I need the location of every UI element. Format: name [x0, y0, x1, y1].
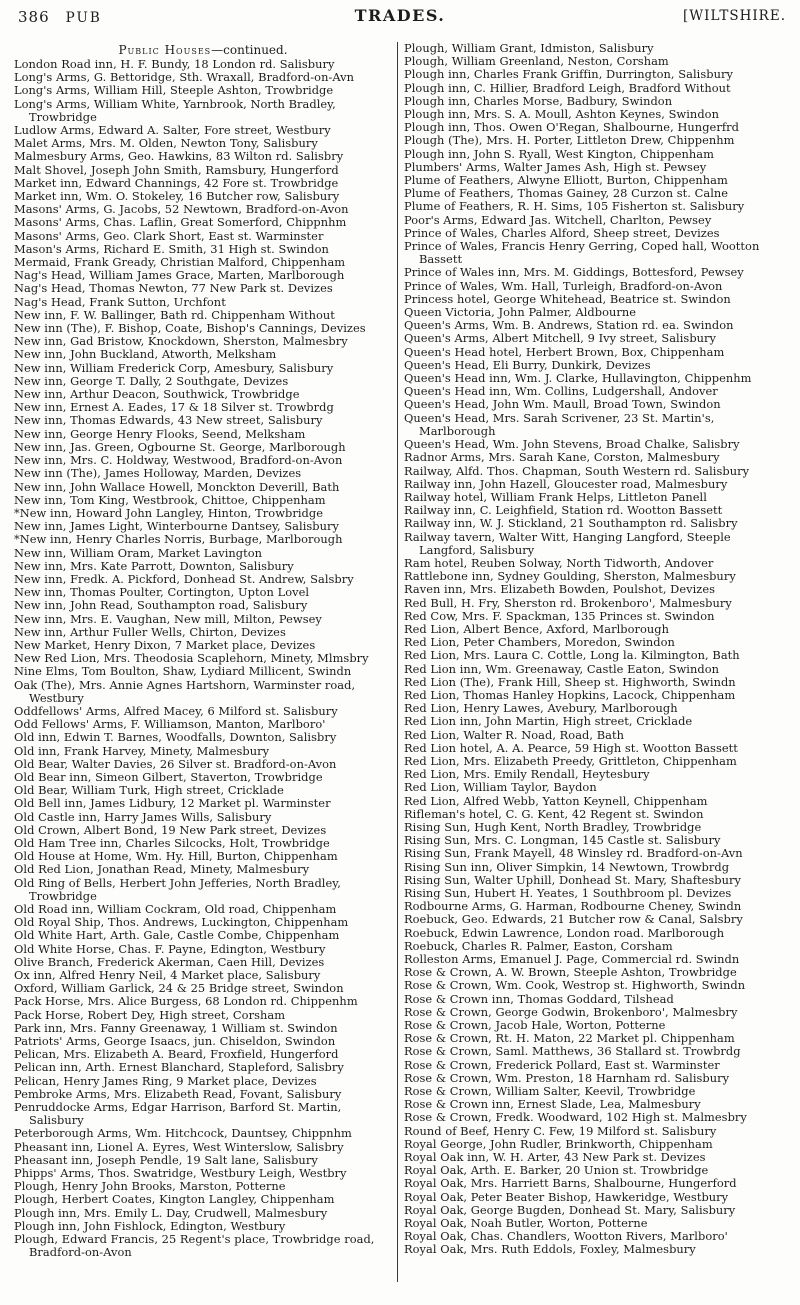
directory-entry: Old Red Lion, Jonathan Read, Minety, Malmesbury [14, 862, 310, 877]
directory-entry: Ludlow Arms, Edward A. Salter, Fore street, Westbury [14, 123, 331, 138]
left-entry-list [14, 58, 392, 1259]
directory-entry: Plough inn, John Fishlock, Edington, Westbury [14, 1218, 286, 1233]
directory-entry: Plumbers' Arms, Walter James Ash, High st. Pewsey [404, 159, 707, 174]
directory-entry: Malmesbury Arms, Geo. Hawkins, 83 Wilton rd. Salisbry [14, 149, 344, 164]
directory-entry: Old Bear, William Turk, High street, Cricklade [14, 783, 284, 798]
directory-entry: Royal Oak, Mrs. Harriett Barns, Shalbourne, Hungerford [404, 1176, 737, 1191]
directory-entry: Old Road inn, William Cockram, Old road, Chippenham [14, 902, 337, 916]
directory-entry: Prince of Wales, Charles Alford, Sheep street, Devizes [404, 225, 720, 240]
directory-entry: Red Lion, Mrs. Laura C. Cottle, Long la. Kilmington, Bath [404, 648, 740, 663]
directory-entry: Plough inn, Mrs. S. A. Moull, Ashton Keynes, Swindon [404, 107, 719, 122]
directory-entry: Masons' Arms, G. Jacobs, 52 Newtown, Bradford-on-Avon [14, 202, 349, 217]
directory-entry: New inn, Arthur Deacon, Southwick, Trowbridge [14, 387, 300, 402]
directory-entry: Old Ring of Bells, Herbert John Jefferies, North Bradley, Trowbridge [14, 875, 341, 903]
directory-entry: Red Lion, Albert Bence, Axford, Marlborough [404, 621, 670, 636]
directory-entry: New inn, Mrs. E. Vaughan, New mill, Milton, Pewsey [14, 611, 322, 626]
directory-entry: Rolleston Arms, Emanuel J. Page, Commercial rd. Swindn [404, 952, 740, 967]
directory-entry: Rose & Crown, George Godwin, Brokenboro', Malmesbry [404, 1004, 738, 1019]
directory-entry: Rising Sun inn, Oliver Simpkin, 14 Newtown, Trowbrdg [404, 859, 730, 874]
directory-entry: Old Castle inn, Harry James Wills, Salisbury [14, 809, 272, 824]
directory-entry: Pembroke Arms, Mrs. Elizabeth Read, Fovant, Salisbury [14, 1086, 342, 1101]
directory-entry: *New inn, Henry Charles Norris, Burbage, Marlborough [14, 532, 343, 547]
running-title: TRADES. [354, 6, 446, 25]
directory-entry: Patriots' Arms, George Isaacs, jun. Chiseldon, Swindon [14, 1034, 336, 1049]
directory-entry: Pheasant inn, Lionel A. Eyres, West Winterslow, Salisbry [14, 1139, 344, 1154]
directory-entry: Red Lion, Mrs. Emily Rendall, Heytesbury [404, 767, 650, 782]
directory-entry: Plough inn, C. Hillier, Bradford Leigh, Bradford Without [404, 80, 731, 95]
directory-entry: Queen's Arms, Albert Mitchell, 9 Ivy street, Salisbury [404, 331, 717, 346]
right-entry-list [404, 42, 781, 1257]
directory-entry: Old Bell inn, James Lidbury, 12 Market pl. Warminster [14, 796, 331, 811]
directory-entry: Queen's Head hotel, Herbert Brown, Box, Chippenham [404, 344, 725, 359]
directory-entry: Plough (The), Mrs. H. Porter, Littleton Drew, Chippenhm [404, 133, 735, 148]
directory-entry: Rodbourne Arms, G. Harman, Rodbourne Cheney, Swindn [404, 899, 742, 914]
directory-entry: Old White Hart, Arth. Gale, Castle Combe, Chippenham [14, 928, 340, 943]
directory-entry: Nag's Head, William James Grace, Marten, Marlborough [14, 268, 345, 283]
directory-entry: Pheasant inn, Joseph Pendle, 19 Salt lane, Salisbury [14, 1152, 318, 1167]
directory-entry: Round of Beef, Henry C. Few, 19 Milford st. Salisbury [404, 1123, 717, 1138]
directory-entry: Queen's Head inn, Wm. J. Clarke, Hullavington, Chippenhm [404, 371, 752, 386]
directory-entry: Old Royal Ship, Thos. Andrews, Luckington, Chippenham [14, 915, 349, 930]
directory-entry: Poor's Arms, Edward Jas. Witchell, Charlton, Pewsey [404, 212, 712, 227]
directory-entry: Railway inn, W. J. Stickland, 21 Southampton rd. Salisbry [404, 516, 738, 531]
directory-entry: Rising Sun, Hugh Kent, North Bradley, Trowbridge [404, 819, 702, 834]
directory-entry: Long's Arms, William White, Yarnbrook, North Bradley, Trowbridge [14, 96, 336, 124]
directory-entry: Railway inn, John Hazell, Gloucester road, Malmesbury [404, 476, 728, 491]
directory-entry: Royal Oak, Arth. E. Barker, 20 Union st. Trowbridge [404, 1163, 709, 1178]
two-column-body [0, 38, 800, 1282]
directory-entry: New inn, Gad Bristow, Knockdown, Sherston, Malmesbry [14, 334, 348, 349]
left-column [14, 42, 397, 1259]
directory-entry: Roebuck, Geo. Edwards, 21 Butcher row & Canal, Salsbry [404, 912, 743, 927]
directory-entry: Plough inn, Thos. Owen O'Regan, Shalbourne, Hungerfrd [404, 120, 739, 135]
directory-entry: New inn, George T. Dally, 2 Southgate, Devizes [14, 373, 289, 388]
directory-entry: Long's Arms, William Hill, Steeple Ashton, Trowbridge [14, 83, 334, 98]
directory-entry: Railway, Alfd. Thos. Chapman, South Western rd. Salisbury [404, 463, 750, 478]
directory-entry: Red Lion inn, John Martin, High street, Cricklade [404, 714, 693, 729]
directory-entry: Masons' Arms, Chas. Laflin, Great Somerford, Chippnhm [14, 215, 347, 230]
directory-entry: Plough, Edward Francis, 25 Regent's place, Trowbridge road, Bradford-on-Avon [14, 1232, 375, 1260]
directory-entry: New inn, Mrs. C. Holdway, Westwood, Bradford-on-Avon [14, 453, 343, 468]
directory-entry: Rose & Crown inn, Thomas Goddard, Tilshead [404, 991, 674, 1006]
directory-entry: Pack Horse, Mrs. Alice Burgess, 68 London rd. Chippenhm [14, 994, 358, 1009]
directory-entry: Old Ham Tree inn, Charles Silcocks, Holt, Trowbridge [14, 835, 330, 850]
directory-entry: London Road inn, H. F. Bundy, 18 London rd. Salisbury [14, 57, 335, 71]
directory-entry: Rifleman's hotel, C. G. Kent, 42 Regent st. Swindon [404, 806, 704, 821]
directory-entry: Rose & Crown, Wm. Cook, Westrop st. Highworth, Swindn [404, 978, 746, 993]
directory-entry: New inn, Thomas Edwards, 43 New street, Salisbury [14, 413, 323, 428]
directory-entry: Railway tavern, Walter Witt, Hanging Langford, Steeple Langford, Salisbury [404, 529, 731, 557]
directory-entry: Queen's Head, John Wm. Maull, Broad Town, Swindon [404, 397, 721, 412]
directory-entry: Rising Sun, Mrs. C. Longman, 145 Castle st. Salisbury [404, 833, 721, 848]
directory-entry: Plough inn, Mrs. Emily L. Day, Crudwell, Malmesbury [14, 1205, 328, 1220]
section-heading-main: Public Houses [118, 43, 212, 57]
directory-entry: Prince of Wales, Wm. Hall, Turleigh, Bradford-on-Avon [404, 278, 723, 293]
directory-entry: Oak (The), Mrs. Annie Agnes Hartshorn, Warminster road, Westbury [14, 677, 356, 705]
directory-entry: Queen's Head inn, Wm. Collins, Ludgershall, Andover [404, 384, 718, 399]
directory-entry: Roebuck, Edwin Lawrence, London road. Marlborough [404, 925, 725, 940]
directory-entry: Red Bull, H. Fry, Sherston rd. Brokenboro', Malmesbury [404, 595, 732, 610]
directory-entry: Roebuck, Charles R. Palmer, Easton, Corsham [404, 938, 673, 953]
directory-entry: New inn, James Light, Winterbourne Dantsey, Salisbury [14, 519, 340, 534]
directory-entry: Nag's Head, Frank Sutton, Urchfont [14, 294, 226, 309]
directory-entry: Olive Branch, Frederick Akerman, Caen Hill, Devizes [14, 954, 325, 969]
directory-entry: Red Lion (The), Frank Hill, Sheep st. Highworth, Swindn [404, 674, 736, 689]
directory-entry: Royal Oak, Peter Beater Bishop, Hawkeridge, Westbury [404, 1189, 729, 1204]
directory-entry: Oddfellows' Arms, Alfred Macey, 6 Milford st. Salisbury [14, 703, 338, 718]
directory-entry: New inn (The), F. Bishop, Coate, Bishop's Cannings, Devizes [14, 321, 366, 336]
directory-entry: New inn, Fredk. A. Pickford, Donhead St. Andrew, Salsbry [14, 571, 354, 586]
directory-entry: Plough inn, Charles Morse, Badbury, Swindon [404, 93, 673, 108]
directory-entry: New inn, John Read, Southampton road, Salisbury [14, 598, 308, 613]
directory-entry: Pelican, Henry James Ring, 9 Market place, Devizes [14, 1073, 317, 1088]
directory-entry: Royal Oak inn, W. H. Arter, 43 New Park st. Devizes [404, 1150, 706, 1165]
directory-entry: Old Crown, Albert Bond, 19 New Park street, Devizes [14, 822, 327, 837]
directory-entry: Rose & Crown, Saml. Matthews, 36 Stallard st. Trowbrdg [404, 1044, 741, 1059]
directory-entry: Nine Elms, Tom Boulton, Shaw, Lydiard Millicent, Swindn [14, 664, 352, 679]
directory-entry: Rose & Crown, A. W. Brown, Steeple Ashton, Trowbridge [404, 965, 737, 980]
directory-entry: Park inn, Mrs. Fanny Greenaway, 1 William st. Swindon [14, 1020, 338, 1035]
directory-entry: New inn, Mrs. Kate Parrott, Downton, Salisbury [14, 558, 294, 573]
directory-entry: New inn, Tom King, Westbrook, Chittoe, Chippenham [14, 492, 326, 507]
directory-entry: Royal Oak, Chas. Chandlers, Wootton Rivers, Marlboro' [404, 1229, 728, 1244]
directory-entry: New inn (The), James Holloway, Marden, Devizes [14, 466, 302, 481]
directory-entry: New inn, Jas. Green, Ogbourne St. George, Marlborough [14, 439, 346, 454]
directory-entry: Rose & Crown, William Salter, Keevil, Trowbridge [404, 1084, 696, 1099]
directory-entry: Rose & Crown, Rt. H. Maton, 22 Market pl. Chippenham [404, 1031, 735, 1046]
directory-entry: Royal Oak, George Bugden, Donhead St. Mary, Salisbury [404, 1202, 736, 1217]
directory-entry: Railway hotel, William Frank Helps, Littleton Panell [404, 489, 707, 504]
directory-entry: Plough, Herbert Coates, Kington Langley, Chippenham [14, 1192, 335, 1207]
directory-entry: Queen's Head, Eli Burry, Dunkirk, Devizes [404, 357, 651, 372]
directory-entry: Plough inn, Charles Frank Griffin, Durrington, Salisbury [404, 67, 733, 82]
directory-entry: Red Lion, William Taylor, Baydon [404, 780, 597, 795]
directory-entry: New inn, F. W. Ballinger, Bath rd. Chippenham Without [14, 307, 335, 322]
directory-entry: Penruddocke Arms, Edgar Harrison, Barford St. Martin, Salisbury [14, 1100, 342, 1128]
directory-entry: New inn, George Henry Flooks, Seend, Melksham [14, 426, 306, 441]
directory-entry: Market inn, Wm. O. Stokeley, 16 Butcher row, Salisbury [14, 189, 340, 204]
directory-entry: Old inn, Edwin T. Barnes, Woodfalls, Downton, Salisbry [14, 730, 337, 745]
directory-entry: Royal Oak, Noah Butler, Worton, Potterne [404, 1216, 648, 1231]
directory-entry: Pelican inn, Arth. Ernest Blanchard, Stapleford, Salisbry [14, 1060, 344, 1075]
directory-entry: Queen's Head, Wm. John Stevens, Broad Chalke, Salisbry [404, 437, 740, 452]
directory-entry: Rose & Crown inn, Ernest Slade, Lea, Malmesbury [404, 1097, 701, 1112]
directory-entry: Red Lion, Peter Chambers, Moredon, Swindon [404, 635, 675, 650]
directory-entry: Plume of Feathers, Thomas Gainey, 28 Curzon st. Calne [404, 186, 729, 201]
directory-entry: Oxford, William Garlick, 24 & 25 Bridge street, Swindon [14, 981, 344, 996]
page-keyword: PUB [65, 10, 102, 26]
directory-entry: Red Lion hotel, A. A. Pearce, 59 High st. Wootton Bassett [404, 740, 738, 755]
directory-entry: Royal George, John Rudler, Brinkworth, Chippenham [404, 1136, 713, 1151]
directory-entry: Peterborough Arms, Wm. Hitchcock, Dauntsey, Chippnhm [14, 1126, 352, 1141]
directory-entry: Long's Arms, G. Bettoridge, Sth. Wraxall, Bradford-on-Avn [14, 70, 355, 85]
directory-entry: New inn, John Wallace Howell, Monckton Deverill, Bath [14, 479, 340, 494]
directory-entry: Princess hotel, George Whitehead, Beatrice st. Swindon [404, 291, 731, 306]
directory-entry: Mason's Arms, Richard E. Smith, 31 High st. Swindon [14, 241, 329, 256]
directory-entry: Red Lion, Henry Lawes, Avebury, Marlborough [404, 701, 678, 716]
directory-entry: Ram hotel, Reuben Solway, North Tidworth, Andover [404, 555, 714, 570]
section-heading [14, 42, 392, 58]
directory-entry: Plough, Henry John Brooks, Marston, Potterne [14, 1179, 286, 1194]
directory-entry: Prince of Wales inn, Mrs. M. Giddings, Bottesford, Pewsey [404, 265, 744, 280]
directory-entry: Royal Oak, Mrs. Ruth Eddols, Foxley, Malmesbury [404, 1242, 696, 1257]
directory-entry: New inn, William Frederick Corp, Amesbury, Salisbury [14, 360, 334, 375]
directory-entry: Rose & Crown, Frederick Pollard, East st. Warminster [404, 1057, 720, 1072]
directory-entry: Plough inn, John S. Ryall, West Kington, Chippenham [404, 146, 714, 161]
directory-entry: Malt Shovel, Joseph John Smith, Ramsbury, Hungerford [14, 162, 339, 177]
directory-entry: Phipps' Arms, Thos. Swatridge, Westbury Leigh, Westbry [14, 1166, 347, 1181]
page-number: 386 [18, 8, 50, 26]
directory-entry: Nag's Head, Thomas Newton, 77 New Park st. Devizes [14, 281, 333, 296]
directory-entry: Malet Arms, Mrs. M. Olden, Newton Tony, Salisbury [14, 136, 318, 151]
directory-entry: Rising Sun, Hubert H. Yeates, 1 Southbroom pl. Devizes [404, 886, 732, 900]
right-column [398, 42, 781, 1257]
section-heading-suffix: —continued. [211, 43, 288, 57]
directory-entry: Market inn, Edward Channings, 42 Fore st. Trowbridge [14, 175, 339, 190]
directory-entry: New inn, Thomas Poulter, Cortington, Upton Lovel [14, 585, 310, 600]
directory-entry: Old House at Home, Wm. Hy. Hill, Burton, Chippenham [14, 849, 338, 864]
directory-entry: Red Lion, Mrs. Elizabeth Preedy, Grittleton, Chippenham [404, 753, 737, 768]
directory-entry: Queen's Head, Mrs. Sarah Scrivener, 23 St. Martin's, Marlborough [404, 410, 715, 438]
directory-entry: *New inn, Howard John Langley, Hinton, Trowbridge [14, 505, 323, 520]
directory-entry: Pelican, Mrs. Elizabeth A. Beard, Froxfield, Hungerford [14, 1047, 339, 1062]
directory-entry: Masons' Arms, Geo. Clark Short, East st. Warminster [14, 228, 324, 243]
directory-entry: Red Lion, Alfred Webb, Yatton Keynell, Chippenham [404, 793, 708, 808]
directory-entry: Pack Horse, Robert Dey, High street, Corsham [14, 1007, 286, 1022]
directory-entry: Plough, William Greenland, Neston, Corsham [404, 54, 669, 69]
directory-entry: Radnor Arms, Mrs. Sarah Kane, Corston, Malmesbury [404, 450, 720, 465]
directory-entry: Old inn, Frank Harvey, Minety, Malmesbury [14, 743, 270, 758]
directory-entry: New inn, John Buckland, Atworth, Melksham [14, 347, 277, 362]
directory-entry: Raven inn, Mrs. Elizabeth Bowden, Poulshot, Devizes [404, 582, 716, 597]
directory-entry: Red Lion, Thomas Hanley Hopkins, Lacock, Chippenham [404, 687, 736, 702]
directory-entry: Queen Victoria, John Palmer, Aldbourne [404, 305, 637, 320]
county-label: [WILTSHIRE. [682, 8, 786, 24]
directory-entry: Red Lion inn, Wm. Greenaway, Castle Eaton, Swindon [404, 661, 719, 676]
directory-entry: Old Bear, Walter Davies, 26 Silver st. Bradford-on-Avon [14, 756, 337, 771]
directory-entry: Rose & Crown, Fredk. Woodward, 102 High st. Malmesbry [404, 1110, 747, 1125]
directory-entry: Red Lion, Walter R. Noad, Road, Bath [404, 727, 625, 742]
directory-entry: Plume of Feathers, Alwyne Elliott, Burton, Chippenham [404, 173, 728, 188]
directory-entry: New Market, Henry Dixon, 7 Market place, Devizes [14, 637, 316, 652]
directory-entry: New inn, Arthur Fuller Wells, Chirton, Devizes [14, 624, 286, 639]
directory-entry: Mermaid, Frank Gready, Christian Malford, Chippenham [14, 255, 346, 270]
directory-entry: Rising Sun, Frank Mayell, 48 Winsley rd. Bradford-on-Avn [404, 846, 743, 861]
directory-entry: Rose & Crown, Jacob Hale, Worton, Potterne [404, 1018, 666, 1033]
directory-entry: Old White Horse, Chas. F. Payne, Edington, Westbury [14, 941, 326, 956]
directory-entry: Plough, William Grant, Idmiston, Salisbury [404, 41, 654, 55]
directory-entry: Rising Sun, Walter Uphill, Donhead St. Mary, Shaftesbury [404, 872, 742, 887]
directory-entry: Rattlebone inn, Sydney Goulding, Sherston, Malmesbury [404, 569, 736, 584]
directory-entry: Odd Fellows' Arms, F. Williamson, Manton, Marlboro' [14, 717, 326, 732]
directory-entry: Prince of Wales, Francis Henry Gerring, Coped hall, Wootton Bassett [404, 239, 760, 267]
directory-entry: New inn, William Oram, Market Lavington [14, 545, 263, 560]
directory-entry: Red Cow, Mrs. F. Spackman, 135 Princes st. Swindon [404, 608, 715, 623]
directory-entry: New inn, Ernest A. Eades, 17 & 18 Silver st. Trowbrdg [14, 400, 334, 415]
directory-entry: Ox inn, Alfred Henry Neil, 4 Market place, Salisbury [14, 968, 321, 983]
page-header [0, 0, 800, 38]
directory-entry: Railway inn, C. Leighfield, Station rd. Wootton Bassett [404, 503, 723, 518]
directory-entry: Queen's Arms, Wm. B. Andrews, Station rd. ea. Swindon [404, 318, 734, 333]
directory-entry: New Red Lion, Mrs. Theodosia Scaplehorn, Minety, Mlmsbry [14, 651, 369, 666]
directory-entry: Old Bear inn, Simeon Gilbert, Staverton, Trowbridge [14, 769, 323, 784]
directory-entry: Plume of Feathers, R. H. Sims, 105 Fisherton st. Salisbury [404, 199, 745, 214]
directory-entry: Rose & Crown, Wm. Preston, 18 Harnham rd. Salisbury [404, 1070, 730, 1085]
